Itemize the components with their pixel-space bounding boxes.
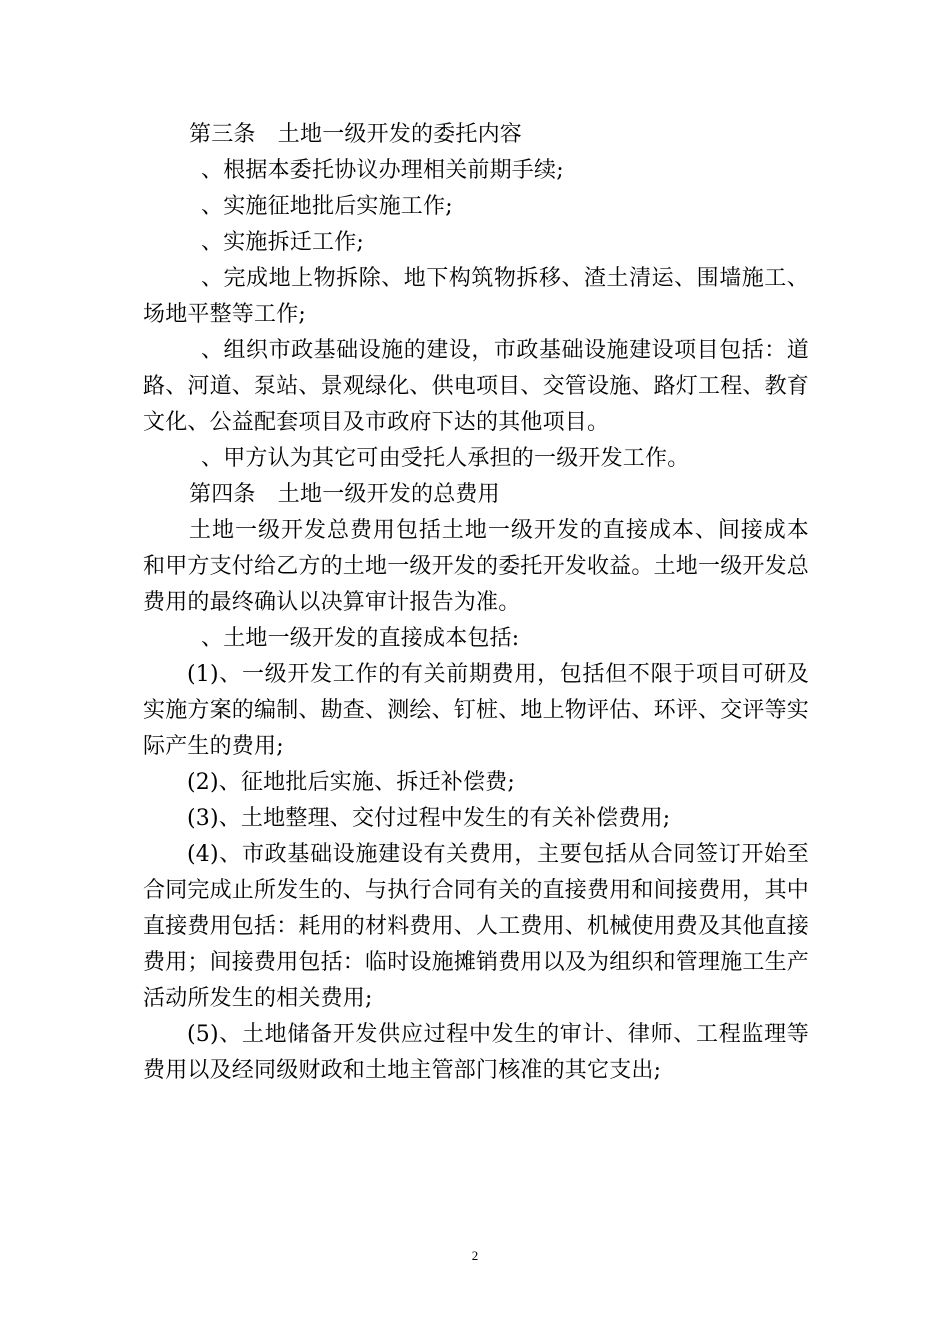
- article-3-heading: 第三条 土地一级开发的委托内容: [189, 122, 523, 147]
- article-3-item-3: 、实施拆迁工作;: [201, 230, 365, 255]
- article-3-item-4: 、完成地上物拆除、地下构筑物拆移、渣土清运、围墙施工、场地平整等工作;: [143, 266, 809, 327]
- article-3-item-6: 、甲方认为其它可由受托人承担的一级开发工作。: [201, 446, 690, 471]
- page-number: 2: [471, 1248, 479, 1263]
- article-4-heading: 第四条 土地一级开发的总费用: [189, 482, 500, 507]
- cost-subitem-1: (1)、一级开发工作的有关前期费用，包括但不限于项目可研及实施方案的编制、勘查、测绘、钉桩、地上物评估、环评、交评等实际产生的费用;: [143, 662, 810, 759]
- document-body: [143, 117, 809, 1089]
- article-3-item-1: 、根据本委托协议办理相关前期手续;: [201, 158, 564, 183]
- article-4-intro: 土地一级开发总费用包括土地一级开发的直接成本、间接成本和甲方支付给乙方的土地一级开发的委托开发收益。土地一级开发总费用的最终确认以决算审计报告为准。: [143, 518, 810, 615]
- cost-subitem-5: (5)、土地储备开发供应过程中发生的审计、律师、工程监理等费用以及经同级财政和土地主管部门核准的其它支出;: [143, 1022, 809, 1083]
- article-4-item-1: 、土地一级开发的直接成本包括:: [201, 626, 520, 651]
- cost-subitem-2: (2)、征地批后实施、拆迁补偿费;: [187, 770, 515, 795]
- article-3-item-5: 、组织市政基础设施的建设，市政基础设施建设项目包括：道路、河道、泵站、景观绿化、供电项目、交管设施、路灯工程、教育文化、公益配套项目及市政府下达的其他项目。: [143, 338, 810, 435]
- cost-subitem-3: (3)、土地整理、交付过程中发生的有关补偿费用;: [187, 806, 671, 831]
- article-3-item-2: 、实施征地批后实施工作;: [201, 194, 453, 219]
- cost-subitem-4: (4)、市政基础设施建设有关费用，主要包括从合同签订开始至合同完成止所发生的、与执行合同有关的直接费用和间接费用，其中直接费用包括：耗用的材料费用、人工费用、机械使用费及其他直接费用；间接费用包括：临时设施摊销费用以及为组织和管理施工生产活动所发生的相关费用;: [143, 842, 810, 1011]
